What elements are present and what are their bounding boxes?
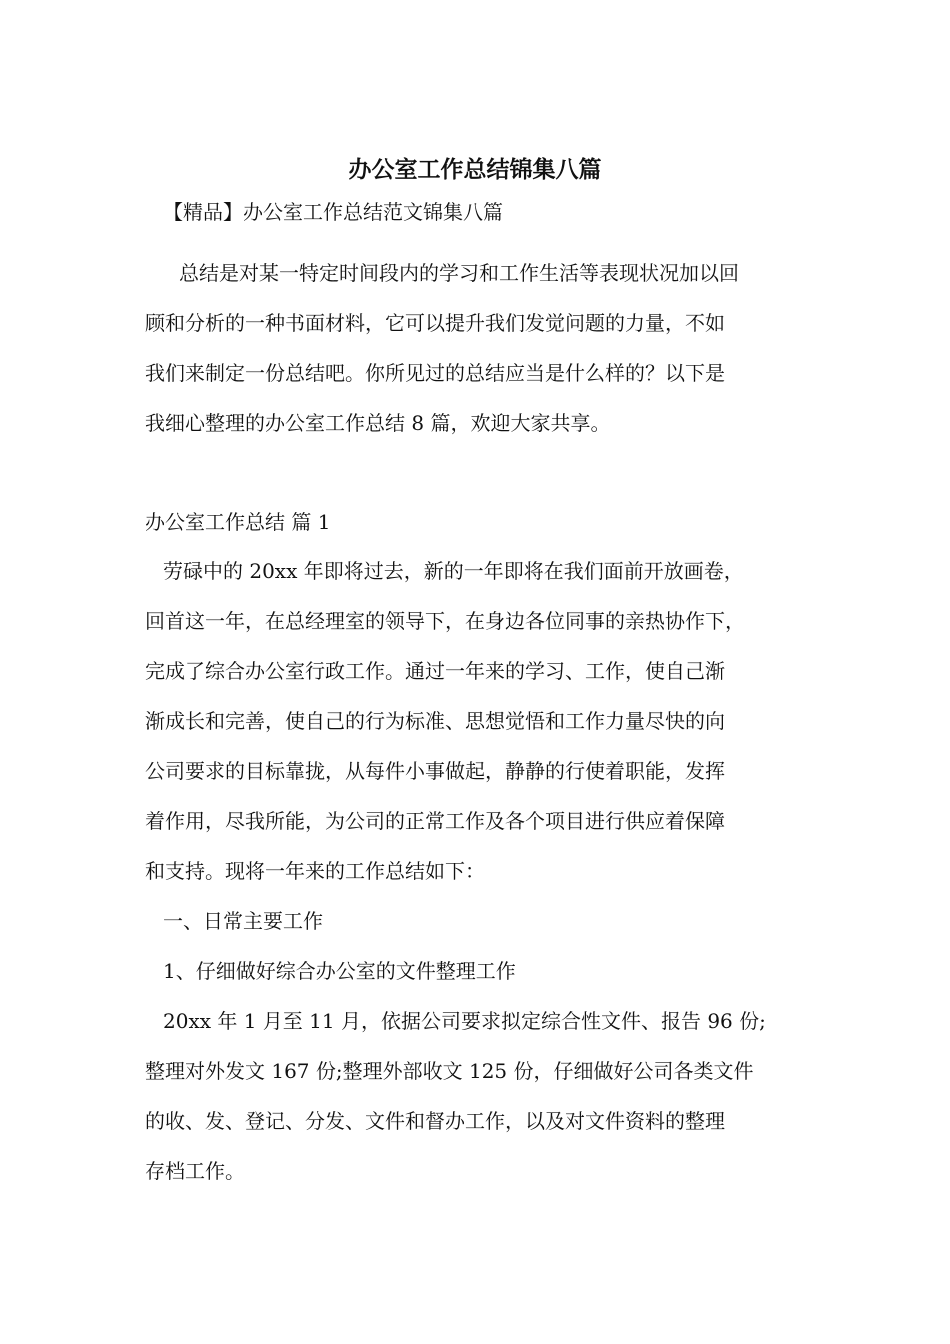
intro-paragraph [145,248,825,448]
section-line: 公司要求的目标靠拢，从每件小事做起，静静的行使着职能，发挥 [145,759,725,783]
section-heading-block [145,497,825,547]
document-subtitle-block [145,187,825,237]
document-subtitle: 【精品】办公室工作总结范文锦集八篇 [163,200,503,224]
detail-line: 整理对外发文 167 份;整理外部收文 125 份，仔细做好公司各类文件 [145,1059,754,1083]
intro-line: 顾和分析的一种书面材料，它可以提升我们发觉问题的力量，不如 [145,311,725,335]
section-heading: 办公室工作总结 篇 1 [145,510,331,534]
document-title: 办公室工作总结锦集八篇 [348,156,602,183]
sub-heading: 一、日常主要工作 [163,909,323,933]
section-line: 着作用，尽我所能，为公司的正常工作及各个项目进行供应着保障 [145,809,725,833]
detail-line: 的收、发、登记、分发、文件和督办工作，以及对文件资料的整理 [145,1109,725,1133]
section-line: 渐成长和完善，使自己的行为标准、思想觉悟和工作力量尽快的向 [145,709,725,733]
intro-line: 我细心整理的办公室工作总结 8 篇，欢迎大家共享。 [145,411,611,435]
section-line: 和支持。现将一年来的工作总结如下： [145,859,485,883]
detail-line: 存档工作。 [145,1159,245,1183]
intro-line: 总结是对某一特定时间段内的学习和工作生活等表现状况加以回 [179,261,739,285]
section-paragraph [145,546,825,1196]
detail-line: 20xx 年 1 月至 11 月，依据公司要求拟定综合性文件、报告 96 份; [163,1009,766,1033]
section-line: 回首这一年，在总经理室的领导下，在身边各位同事的亲热协作下， [145,609,745,633]
section-line: 完成了综合办公室行政工作。通过一年来的学习、工作，使自己渐 [145,659,725,683]
intro-line: 我们来制定一份总结吧。你所见过的总结应当是什么样的？以下是 [145,361,725,385]
sub-heading: 1、仔细做好综合办公室的文件整理工作 [163,959,516,983]
section-line: 劳碌中的 20xx 年即将过去，新的一年即将在我们面前开放画卷， [163,559,744,583]
